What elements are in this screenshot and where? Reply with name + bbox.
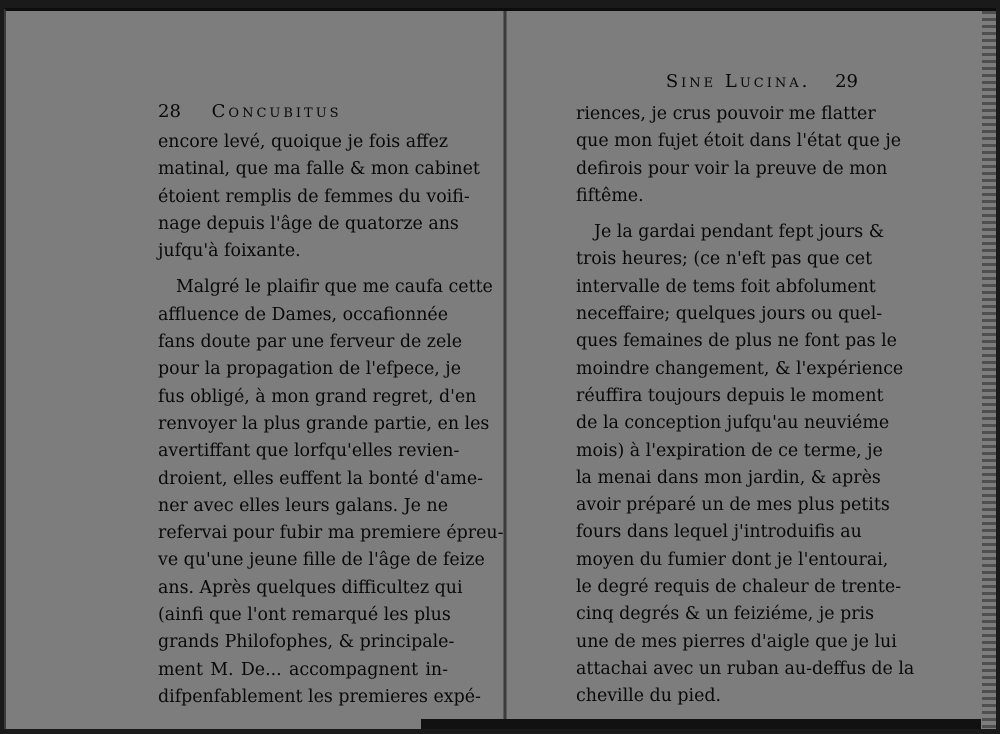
text-line: trois heures; (ce n'eft pas que cet [576,249,873,270]
right-page-text [576,101,915,711]
left-page [158,71,504,711]
text-line: fus obligé, à mon grand regret, d'en [158,386,477,407]
text-line: riences, je crus pouvoir me flatter [576,104,876,124]
text-line: fiftême. [576,185,644,206]
text-line: la menai dans mon jardin, & après [576,467,881,488]
text-line: difpenfablement les premieres expé- [158,686,481,707]
text-line: encore levé, quoique je fois affez [158,132,448,152]
text-line: réuffira toujours depuis le moment [576,385,884,406]
text-line: fours dans lequel j'introduifis au [576,522,862,543]
text-line: ques femaines de plus ne font pas le [576,331,897,352]
text-line: matinal, que ma falle & mon cabinet [158,159,480,180]
text-line: affluence de Dames, occafionnée [158,304,448,325]
text-line: Je la gardai pendant fept jours & [594,222,885,243]
right-page-header [576,71,858,101]
text-line: moyen du fumier dont je l'entourai, [576,549,889,570]
left-running-head: Concubitus [211,101,342,122]
text-line: le degré requis de chaleur de trente- [576,577,902,598]
right-page [576,71,915,711]
text-line: ans. Après quelques difficultez qui [158,577,463,598]
book-gutter [503,11,507,729]
text-line: ner avec elles leurs galans. Je ne [158,495,448,516]
text-line: nage depuis l'âge de quatorze ans [158,213,459,234]
text-line: cinq degrés & un feiziéme, je pris [576,604,875,625]
text-line: cheville du pied. [576,686,722,707]
paragraph-gap [576,210,858,219]
right-page-number: 29 [835,71,858,92]
text-line: attachai avec un ruban au-deffus de la [576,658,915,679]
text-line: refervai pour fubir ma premiere épreu- [158,523,504,544]
text-line: renvoyer la plus grande partie, en les [158,413,490,434]
text-line: pour la propagation de l'efpece, je [158,359,461,380]
paragraph-gap [158,265,448,274]
text-line: jufqu'à foixante. [158,241,301,262]
left-page-text [158,129,504,711]
text-line: (ainfi que l'ont remarqué les plus [158,605,451,626]
text-line: intervalle de tems foit abfolument [576,276,876,297]
right-running-head: Sine Lucina. [665,71,811,92]
page-bottom-edge [421,719,981,729]
text-line: neceffaire; quelques jours ou quel- [576,304,883,325]
book-spread [4,8,996,729]
text-line: mois) à l'expiration de ce terme, je [576,440,883,461]
text-line: droient, elles euffent la bonté d'ame- [158,468,484,489]
left-page-number: 28 [158,101,181,122]
text-line: Malgré le plaifir que me caufa cette [176,277,493,298]
text-line: defirois pour voir la preuve de mon [576,158,888,179]
text-line: avoir préparé un de mes plus petits [576,495,890,516]
text-line: avertiffant que lorfqu'elles revien- [158,441,460,462]
text-line: moindre changement, & l'expérience [576,358,904,379]
text-line: une de mes pierres d'aigle que je lui [576,631,897,652]
text-line: fans doute par une ferveur de zele [158,332,463,353]
page-edge [982,11,996,729]
text-line: étoient remplis de femmes du voifi- [158,186,470,207]
text-line: de la conception jufqu'au neuviéme [576,413,890,434]
left-page-header [158,71,448,129]
text-line: que mon fujet étoit dans l'état que je [576,131,902,152]
text-line: grands Philofophes, & principale- [158,632,455,653]
text-line: ve qu'une jeune fille de l'âge de feize [158,550,485,571]
text-line: ment M. De... accompagnent in- [158,659,448,680]
